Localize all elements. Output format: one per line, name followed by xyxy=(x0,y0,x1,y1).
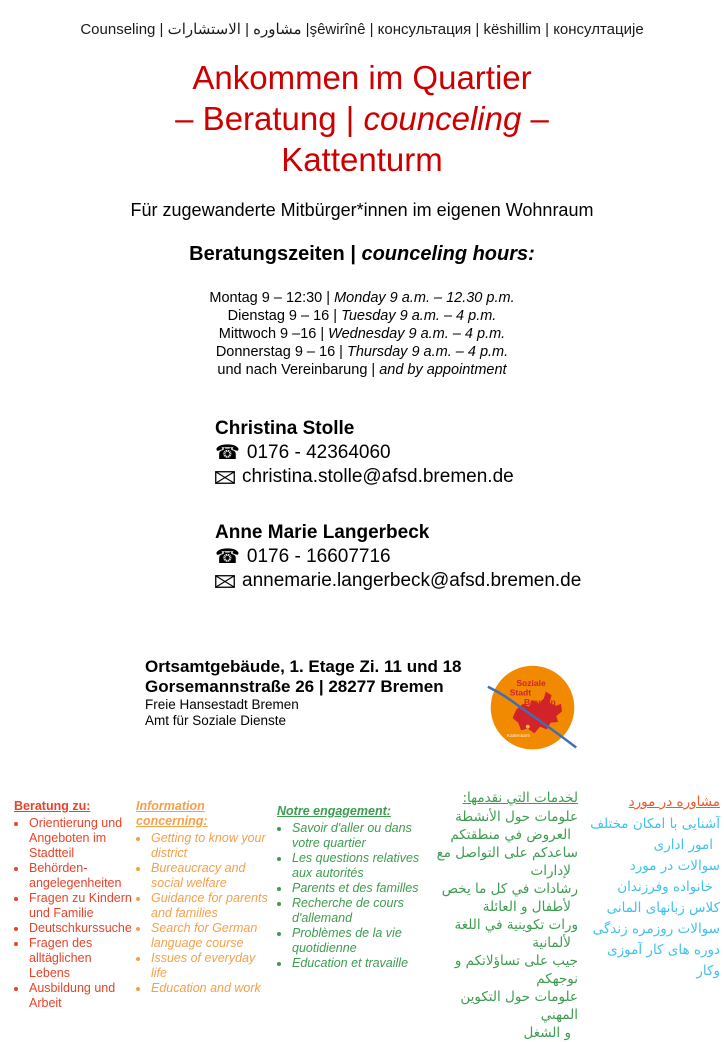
text-line: آشنایی با امکان مختلف xyxy=(590,816,720,832)
text-line: و الشغل xyxy=(523,1025,571,1041)
title-line-2-pre: – Beratung | xyxy=(175,100,364,137)
hours-row xyxy=(0,289,724,307)
list-item: • Behörden-angelegenheiten xyxy=(28,861,135,891)
column-english-list xyxy=(136,831,272,996)
list-item: • Fragen zu Kindern und Familie xyxy=(28,891,135,921)
text-line: کلاس زبانهای المانی xyxy=(606,900,720,916)
list-item: • Deutschkurssuche xyxy=(28,921,135,936)
hours-en: Thursday 9 a.m. – 4 p.m. xyxy=(346,344,509,360)
title-line-2 xyxy=(0,98,724,139)
email-icon xyxy=(215,575,235,588)
list-item: • Recherche de cours d'allemand xyxy=(291,896,423,926)
column-arabic-header: لخدمات التي نقدمها: xyxy=(462,790,578,806)
address-line-city: Freie Hansestadt Bremen xyxy=(145,697,299,712)
address-line-building: Ortsamtgebäude, 1. Etage Zi. 11 und 18 xyxy=(145,657,462,676)
contact-email-row xyxy=(215,465,514,489)
language-bar: Counseling | الاستشارات ‎| مشاوره ‎|şêwirînê | консультация | këshillim | консултације xyxy=(80,21,644,38)
contact-card-christina-stolle xyxy=(215,417,514,489)
text-line: لألمانية xyxy=(532,935,571,951)
contact-card-anne-marie-langerbeck xyxy=(215,521,581,593)
email-icon xyxy=(215,471,235,484)
text-line: سوالات در مورد xyxy=(629,858,720,874)
column-french-list xyxy=(277,821,423,971)
contact-email: annemarie.langerbeck@afsd.bremen.de xyxy=(242,570,582,591)
hours-en: Tuesday 9 a.m. – 4 p.m. xyxy=(341,308,497,324)
text-line: رشادات في كل ما يخص xyxy=(441,881,578,897)
title-line-2-post: – xyxy=(521,100,549,137)
phone-icon: ☎ xyxy=(215,546,240,568)
hours-de: Mittwoch 9 –16 | xyxy=(218,326,329,342)
text-line: وکار xyxy=(696,963,720,979)
hours-row xyxy=(0,343,724,361)
hours-en: Wednesday 9 a.m. – 4 p.m. xyxy=(328,326,506,342)
list-item: • Education and work xyxy=(150,981,272,996)
text-line: دوره های کار آموزی xyxy=(607,942,720,958)
column-farsi-consultation xyxy=(582,792,720,982)
column-german-beratung xyxy=(14,799,135,1011)
text-line: العروض في منطقتكم xyxy=(450,827,571,843)
text-line: ساعدكم على التواصل مع xyxy=(436,845,578,861)
column-english-header: Information concerning: xyxy=(136,799,208,828)
title-line-3: Kattenturm xyxy=(281,141,443,178)
title-line-1: Ankommen im Quartier xyxy=(192,59,532,96)
list-item: • Parents et des familles xyxy=(291,881,423,896)
contact-phone-row xyxy=(215,441,514,465)
hours-en: and by appointment xyxy=(379,362,507,378)
column-french-header: Notre engagement: xyxy=(277,804,391,818)
list-item: • Orientierung und Angeboten im Stadtteil xyxy=(28,816,135,861)
list-item: • Education et travaille xyxy=(291,956,423,971)
contact-phone: 0176 - 16607716 xyxy=(246,546,391,567)
contact-email: christina.stolle@afsd.bremen.de xyxy=(242,466,514,487)
list-item: • Getting to know your district xyxy=(150,831,272,861)
hours-row xyxy=(0,325,724,343)
list-item: • Fragen des alltäglichen Lebens xyxy=(28,936,135,981)
title-line-2-italic: counceling xyxy=(363,100,522,137)
list-item: • Savoir d'aller ou dans votre quartier xyxy=(291,821,423,851)
logo-word-stadt: Stadt xyxy=(509,687,532,698)
hours-de: Dienstag 9 – 16 | xyxy=(227,308,342,324)
column-farsi-header: مشاوره در مورد xyxy=(628,794,720,810)
column-german-header: Beratung zu: xyxy=(14,799,91,813)
text-line: جيب على تساؤلاتكم و نوجهكم xyxy=(454,953,578,987)
map-marker-dot xyxy=(526,725,530,729)
list-item: • Search for German language course xyxy=(150,921,272,951)
list-item: • Les questions relatives aux autorités xyxy=(291,851,423,881)
logo-caption-kattenturm: Kattenturm xyxy=(506,734,531,740)
column-french-engagement xyxy=(277,804,423,971)
column-arabic-services xyxy=(420,789,578,1042)
hours-heading-en: counceling hours: xyxy=(361,243,535,265)
hours-heading xyxy=(0,243,724,266)
soziale-stadt-bremen-logo xyxy=(485,662,580,757)
contact-email-row xyxy=(215,569,581,593)
text-line: امور اداری xyxy=(653,837,713,853)
hours-de: Donnerstag 9 – 16 | xyxy=(215,344,347,360)
text-line: لإدارات xyxy=(530,863,571,879)
address-block xyxy=(145,657,461,729)
address-line-street: Gorsemannstraße 26 | 28277 Bremen xyxy=(145,677,444,696)
text-line: لأطفال و العائلة xyxy=(482,899,571,915)
contact-phone-row xyxy=(215,545,581,569)
text-line: ورات تكوينية في اللغة xyxy=(454,917,578,933)
address-line-office: Amt für Soziale Dienste xyxy=(145,713,287,728)
hours-de: Montag 9 – 12:30 | xyxy=(209,290,335,306)
hours-row xyxy=(0,307,724,325)
list-item: • Bureaucracy and social welfare xyxy=(150,861,272,891)
text-line: علومات حول التكوين المهني xyxy=(460,989,578,1023)
logo-word-soziale: Soziale xyxy=(516,677,546,688)
list-item: • Ausbildung und Arbeit xyxy=(28,981,135,1011)
list-item: • Problèmes de la vie quotidienne xyxy=(291,926,423,956)
hours-list xyxy=(0,289,724,379)
text-line: خانواده وفرزندان xyxy=(617,879,713,895)
hours-row xyxy=(0,361,724,379)
contact-name: Anne Marie Langerbeck xyxy=(215,522,430,543)
phone-icon: ☎ xyxy=(215,442,240,464)
text-line: سوالات روزمره زندگی xyxy=(592,921,720,937)
page-title xyxy=(0,57,724,180)
column-english-information xyxy=(136,799,272,996)
list-item: • Guidance for parents and families xyxy=(150,891,272,921)
contact-name: Christina Stolle xyxy=(215,418,355,439)
hours-en: Monday 9 a.m. – 12.30 p.m. xyxy=(334,290,515,306)
list-item: • Issues of everyday life xyxy=(150,951,272,981)
text-line: علومات حول الأنشطة xyxy=(455,809,578,825)
hours-heading-de: Beratungszeiten | xyxy=(189,243,362,265)
contact-phone: 0176 - 42364060 xyxy=(246,442,391,463)
column-german-list xyxy=(14,816,135,1011)
logo-word-bremen: Bremen xyxy=(523,696,556,707)
subtitle: Für zugewanderte Mitbürger*innen im eigenen Wohnraum xyxy=(130,200,594,220)
hours-de: und nach Vereinbarung | xyxy=(217,362,380,378)
